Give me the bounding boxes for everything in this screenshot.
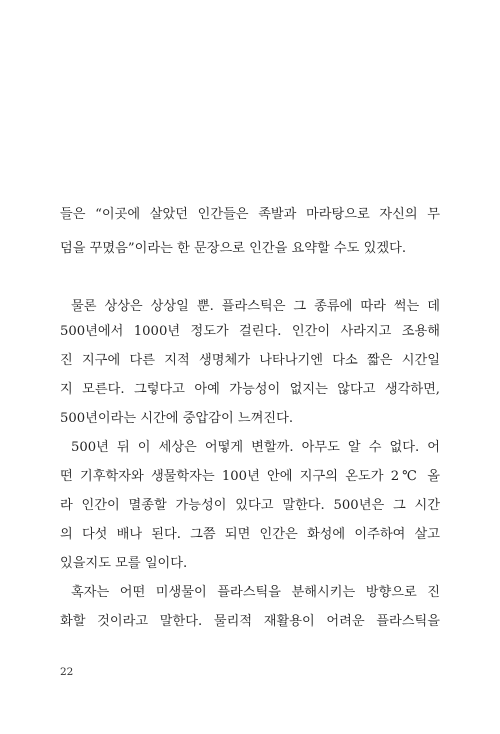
text-line: 진 지구에 다른 지적 생명체가 나타나기엔 다소 짧은 시간일 bbox=[60, 353, 440, 368]
text-line: 500년 뒤 이 세상은 어떻게 변할까. 아무도 알 수 없다. 어 bbox=[71, 440, 440, 455]
text-line: 덤을 꾸몄음”이라는 한 문장으로 인간을 요약할 수도 있겠다. bbox=[60, 241, 407, 256]
text-line: 라 인간이 멸종할 가능성이 있다고 말한다. 500년은 그 시간 bbox=[60, 498, 440, 513]
text-line: 들은 “이곳에 살았던 인간들은 족발과 마라탕으로 자신의 무 bbox=[60, 207, 440, 222]
text-line: 화할 것이라고 말한다. 물리적 재활용이 어려운 플라스틱을 bbox=[60, 614, 440, 629]
text-line: 혹자는 어떤 미생물이 플라스틱을 분해시키는 방향으로 진 bbox=[71, 585, 440, 600]
text-line: 지 모른다. 그렇다고 아예 가능성이 없지는 않다고 생각하면, bbox=[60, 382, 440, 397]
text-line: 500년에서 1000년 정도가 걸린다. 인간이 사라지고 조용해 bbox=[60, 324, 440, 339]
text-line: 물론 상상은 상상일 뿐. 플라스틱은 그 종류에 따라 썩는 데 bbox=[71, 299, 440, 314]
page-number: 22 bbox=[60, 666, 74, 678]
text-line: 있을지도 모를 일이다. bbox=[60, 556, 188, 571]
text-line: 500년이라는 시간에 중압감이 느껴진다. bbox=[60, 411, 294, 426]
text-line: 의 다섯 배나 된다. 그쯤 되면 인간은 화성에 이주하여 살고 bbox=[60, 527, 440, 542]
text-line: 떤 기후학자와 생물학자는 100년 안에 지구의 온도가 2℃ 올 bbox=[60, 469, 440, 484]
